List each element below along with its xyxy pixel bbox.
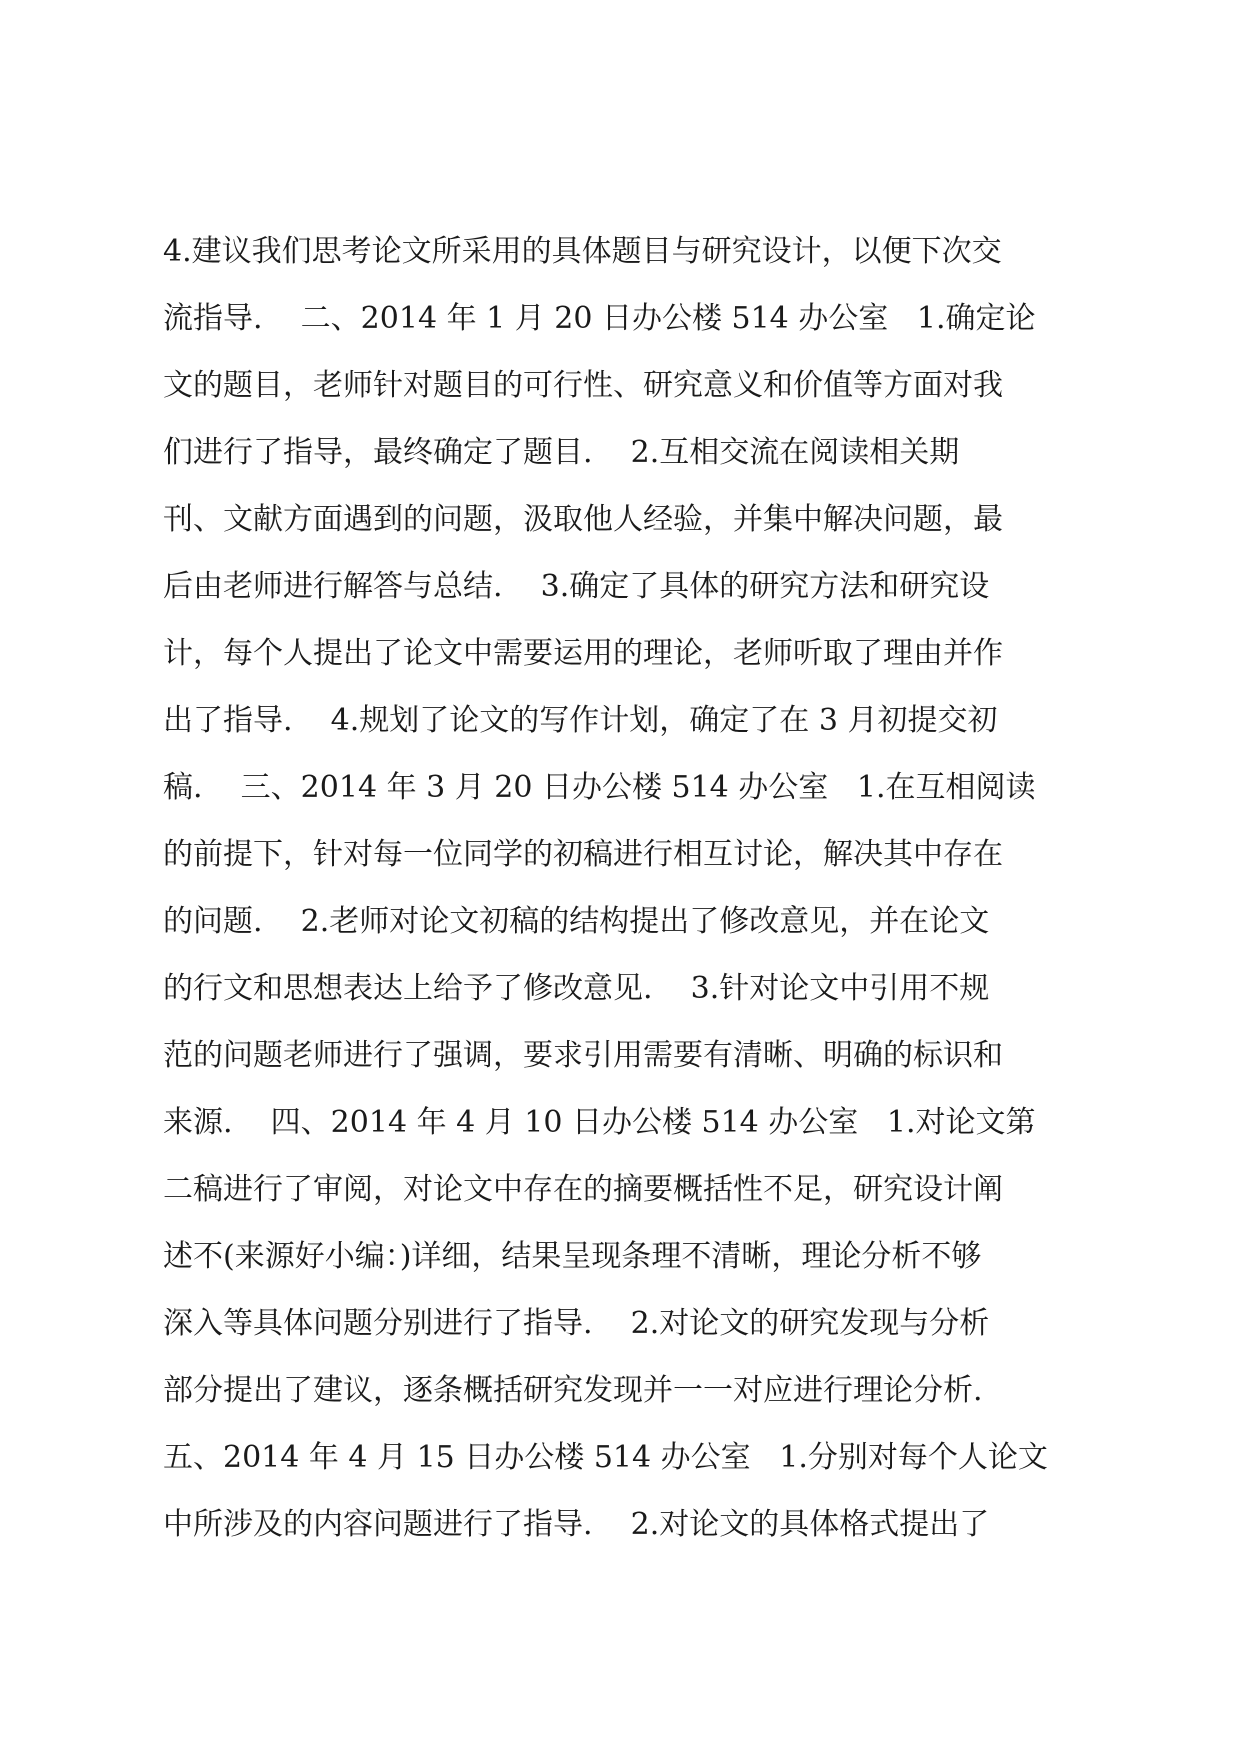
- text-line: 4.建议我们思考论文所采用的具体题目与研究设计，以便下次交: [163, 234, 1002, 269]
- text-line: 深入等具体问题分别进行了指导. 2.对论文的研究发现与分析: [163, 1306, 990, 1341]
- text-line: 出了指导. 4.规划了论文的写作计划，确定了在 3 月初提交初: [163, 703, 998, 738]
- text-line: 的行文和思想表达上给予了修改意见. 3.针对论文中引用不规: [163, 971, 990, 1006]
- text-line: 计，每个人提出了论文中需要运用的理论，老师听取了理由并作: [163, 636, 1003, 671]
- text-line: 二稿进行了审阅，对论文中存在的摘要概括性不足，研究设计阐: [163, 1172, 1003, 1207]
- text-line: 稿. 三、2014 年 3 月 20 日办公楼 514 办公室 1.在互相阅读: [163, 770, 1036, 805]
- body-text: [163, 218, 1093, 1558]
- text-line: 后由老师进行解答与总结. 3.确定了具体的研究方法和研究设: [163, 569, 990, 604]
- text-line: 的问题. 2.老师对论文初稿的结构提出了修改意见，并在论文: [163, 904, 990, 939]
- text-line: 来源. 四、2014 年 4 月 10 日办公楼 514 办公室 1.对论文第: [163, 1105, 1036, 1140]
- text-line: 部分提出了建议，逐条概括研究发现并一一对应进行理论分析.: [163, 1373, 983, 1408]
- text-line: 流指导. 二、2014 年 1 月 20 日办公楼 514 办公室 1.确定论: [163, 301, 1036, 336]
- text-line: 们进行了指导，最终确定了题目. 2.互相交流在阅读相关期: [163, 435, 960, 470]
- text-line: 刊、文献方面遇到的问题，汲取他人经验，并集中解决问题，最: [163, 502, 1003, 537]
- text-line: 五、2014 年 4 月 15 日办公楼 514 办公室 1.分别对每个人论文: [163, 1440, 1048, 1475]
- text-line: 文的题目，老师针对题目的可行性、研究意义和价值等方面对我: [163, 368, 1003, 403]
- text-line: 中所涉及的内容问题进行了指导. 2.对论文的具体格式提出了: [163, 1507, 990, 1542]
- text-line: 的前提下，针对每一位同学的初稿进行相互讨论，解决其中存在: [163, 837, 1003, 872]
- text-line: 范的问题老师进行了强调，要求引用需要有清晰、明确的标识和: [163, 1038, 1003, 1073]
- text-line: 述不(来源好小编：)详细，结果呈现条理不清晰，理论分析不够: [163, 1239, 982, 1274]
